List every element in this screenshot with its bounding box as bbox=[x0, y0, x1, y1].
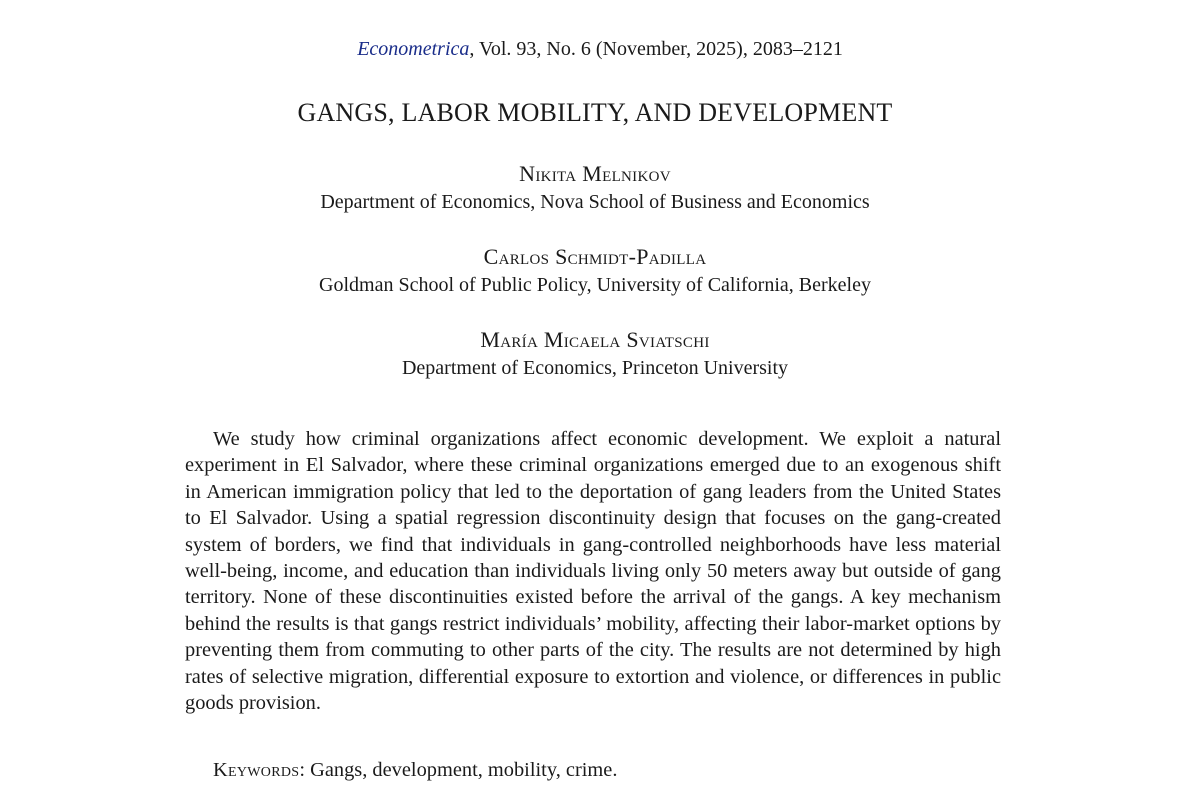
author-affiliation: Department of Economics, Nova School of Business and Economics bbox=[320, 191, 870, 213]
citation-details: , Vol. 93, No. 6 (November, 2025), 2083–2121 bbox=[469, 38, 843, 60]
author-block bbox=[0, 160, 1190, 215]
journal-citation bbox=[0, 36, 1200, 62]
author-block bbox=[0, 326, 1190, 381]
journal-name-link[interactable]: Econometrica bbox=[357, 38, 470, 60]
author-block bbox=[0, 243, 1190, 298]
keywords-line bbox=[213, 757, 617, 783]
author-affiliation: Department of Economics, Princeton University bbox=[401, 357, 788, 379]
keywords-label: Keywords bbox=[213, 759, 300, 781]
paper-title: GANGS, LABOR MOBILITY, AND DEVELOPMENT bbox=[297, 98, 893, 127]
author-name: María Micaela Sviatschi bbox=[480, 327, 710, 352]
abstract-text: We study how criminal organizations affect economic development. We exploit a natural experiment in El Salvador, where these criminal organizations emerged due to an exogenous shift in American immigration policy that led to the deportation of gang leaders from the United States to El Salvador. Using a spatial regression discontinuity design that focuses on the gang-created system of borders, we find that individuals in gang-controlled neighborhoods have less material well-being, income, and education than individuals living only 50 meters away but outside of gang territory. None of these discontinuities existed before the arrival of the gangs. A key mechanism behind the results is that gangs restrict individuals’ mobility, affecting their labor-market options by preventing them from commuting to other parts of the city. The results are not determined by high rates of selective migration, differential exposure to extortion and violence, or differences in public goods provision. bbox=[185, 428, 1001, 715]
author-affiliation: Goldman School of Public Policy, University of California, Berkeley bbox=[319, 274, 871, 296]
author-name: Carlos Schmidt-Padilla bbox=[483, 244, 707, 269]
keywords-separator: : bbox=[299, 759, 311, 781]
keywords-list: Gangs, development, mobility, crime. bbox=[310, 759, 618, 781]
author-name: Nikita Melnikov bbox=[519, 161, 671, 186]
